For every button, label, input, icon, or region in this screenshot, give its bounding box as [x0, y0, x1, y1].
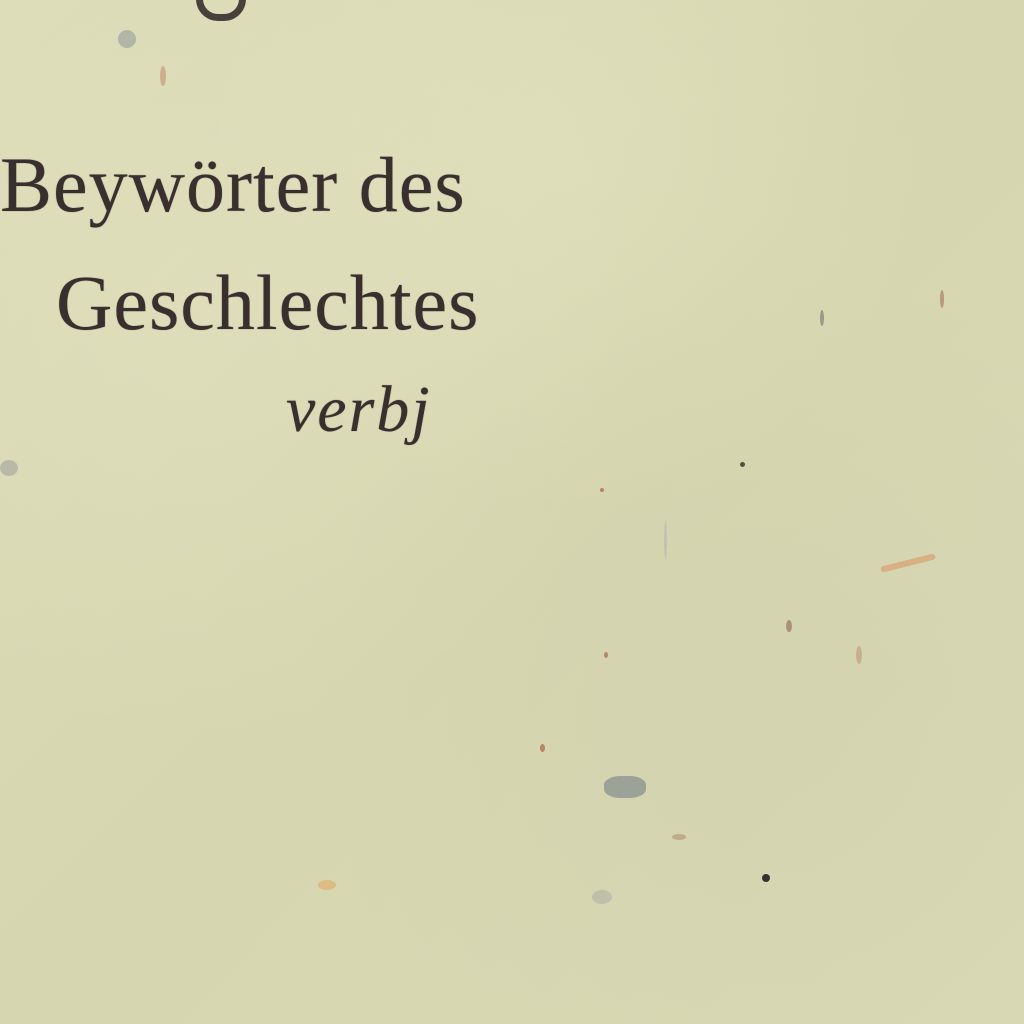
- paper-speck: [604, 776, 646, 798]
- paper-speck: [592, 890, 612, 904]
- text-line-3: verbj: [286, 373, 432, 446]
- paper-speck: [940, 290, 944, 308]
- paper-speck: [880, 553, 936, 572]
- text-line-1: Beywörter des: [0, 141, 466, 228]
- paper-speck: [820, 310, 824, 326]
- paper-speck: [762, 874, 770, 882]
- paper-speck: [740, 462, 745, 467]
- paper-speck: [856, 646, 862, 664]
- paper-speck: [672, 834, 686, 840]
- text-line-2: Geschlechtes: [56, 259, 480, 346]
- paper-speck: [604, 652, 608, 658]
- paper-speck: [540, 744, 545, 752]
- paper-speck: [318, 880, 336, 890]
- paper-speck: [118, 30, 136, 48]
- paper-speck: [664, 520, 667, 560]
- paper-speck: [600, 488, 604, 492]
- paper-speck: [0, 460, 18, 476]
- paper-speck: [786, 620, 792, 632]
- cropped-letter-fragment: [196, 0, 246, 21]
- paper-speck: [160, 66, 166, 86]
